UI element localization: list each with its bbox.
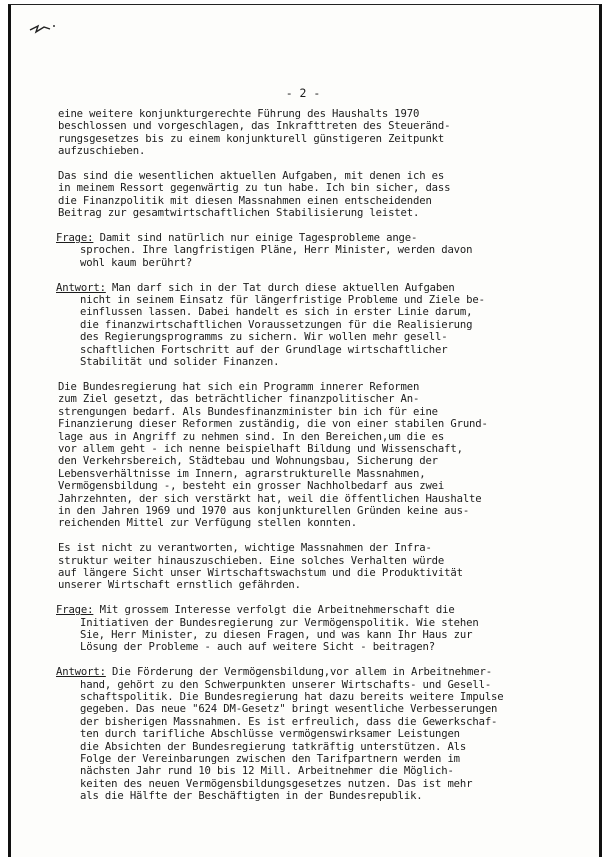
text-line: strengungen bedarf. Als Bundesfinanzminister bin ich für eine — [58, 405, 438, 418]
text-line: struktur weiter hinauszuschieben. Eine solches Verhalten würde — [58, 554, 445, 567]
page-number: - 2 - — [285, 86, 321, 100]
text-line: die finanzwirtschaftlichen Voraussetzungen für die Realisierung — [80, 318, 473, 331]
text-line: ten durch tarifliche Abschlüsse vermögenswirksamer Leistungen — [80, 728, 460, 741]
text-line: vor allem geht - ich nenne beispielhaft Bildung und Wissenschaft, — [58, 442, 463, 455]
paragraph-gap — [58, 592, 558, 604]
text-line: die Finanzpolitik mit diesen Massnahmen einen entscheidenden — [58, 194, 432, 207]
speaker-label: Antwort: — [56, 281, 106, 294]
paragraph-gap — [58, 269, 558, 281]
paragraph-gap — [58, 158, 558, 170]
speaker-label: Frage: — [56, 232, 94, 245]
text-line: Stabilität und solider Finanzen. — [80, 356, 280, 369]
text-line: zum Ziel gesetzt, das beträchtlicher finanzpolitischer An- — [58, 393, 420, 406]
text-line: auf längere Sicht unser Wirtschaftswachstum und die Produktivität — [58, 566, 463, 579]
paragraph — [58, 381, 558, 530]
text-line: einflussen lassen. Dabei handelt es sich in erster Linie darum, — [80, 306, 473, 319]
text-line: lage aus in Angriff zu nehmen sind. In den Bereichen,um die es — [58, 430, 445, 443]
text-line: schaftspolitik. Die Bundesregierung hat dazu bereits weitere Impulse — [80, 690, 504, 703]
answer-paragraph — [58, 282, 558, 369]
text-line: sprochen. Ihre langfristigen Pläne, Herr Minister, werden davon — [80, 244, 473, 257]
text-line: des Regierungsprogramms zu sichern. Wir wollen mehr gesell- — [80, 331, 448, 344]
text-line: nicht in seinem Einsatz für längerfristige Probleme und Ziele be- — [80, 294, 485, 307]
paragraph — [58, 170, 558, 220]
text-line: Beitrag zur gesamtwirtschaftlichen Stabilisierung leistet. — [58, 207, 420, 220]
text-line: als die Hälfte der Beschäftigten in der Bundesrepublik. — [80, 790, 423, 803]
text-line: eine weitere konjunkturgerechte Führung des Haushalts 1970 — [58, 108, 420, 120]
paragraph-gap — [58, 220, 558, 232]
text-line: hand, gehört zu den Schwerpunkten unserer Wirtschafts- und Gesell- — [80, 678, 492, 691]
text-line: Die Bundesregierung hat sich ein Programm innerer Reformen — [58, 380, 420, 393]
text-line: aufzuschieben. — [58, 145, 146, 158]
text-line: Es ist nicht zu verantworten, wichtige Massnahmen der Infra- — [58, 542, 432, 555]
text-line: Jahrzehnten, der sich verstärkt hat, weil die öffentlichen Haushalte — [58, 492, 482, 505]
text-line: unserer Wirtschaft ernstlich gefährden. — [58, 579, 301, 592]
question-paragraph — [58, 232, 558, 269]
first-line-text: Man darf sich in der Tat durch diese aktuellen Aufgaben — [105, 281, 455, 294]
text-line: Sie, Herr Minister, zu diesen Fragen, und was kann Ihr Haus zur — [80, 628, 473, 641]
text-line: die Absichten der Bundesregierung tatkräftig unterstützen. Als — [80, 740, 467, 753]
text-line: der bisherigen Massnahmen. Es ist erfreulich, dass die Gewerkschaf- — [80, 715, 498, 728]
text-line: reichenden Mittel zur Verfügung stellen konnten. — [58, 517, 357, 530]
paragraph-gap — [58, 368, 558, 380]
paragraph-gap — [58, 803, 558, 815]
text-line: Finanzierung dieser Reformen zuständig, die von einer stabilen Grund- — [58, 418, 488, 431]
first-line-text: Mit grossem Interesse verfolgt die Arbeitnehmerschaft die — [93, 604, 455, 617]
paragraph — [58, 542, 558, 592]
paragraph-gap — [58, 530, 558, 542]
text-line: wohl kaum berührt? — [80, 256, 193, 269]
text-line: den Verkehrsbereich, Städtebau und Wohnungsbau, Sicherung der — [58, 455, 438, 468]
first-line-text: Die Förderung der Vermögensbildung,vor allem in Arbeitnehmer- — [105, 666, 492, 679]
text-line: schaftlichen Fortschritt auf der Grundlage wirtschaftlicher — [80, 343, 448, 356]
text-line: Vermögensbildung -, besteht ein grosser Nachholbedarf aus zwei — [58, 480, 445, 493]
text-line: Folge der Vereinbarungen zwischen den Tarifpartnern werden im — [80, 753, 460, 766]
text-line: in den Jahren 1969 und 1970 aus konjunkturellen Gründen keine aus- — [58, 504, 470, 517]
text-line: Lösung der Probleme - auch auf weitere Sicht - beitragen? — [80, 641, 435, 654]
document-body — [58, 108, 558, 815]
text-line: rungsgesetzes bis zu einem konjunkturell günstigeren Zeitpunkt — [58, 132, 445, 145]
text-line: keiten des neuen Vermögensbildungsgesetzes nutzen. Das ist mehr — [80, 777, 473, 790]
speaker-label: Frage: — [56, 604, 94, 617]
text-line: Das sind die wesentlichen aktuellen Aufgaben, mit denen ich es — [58, 170, 445, 183]
question-paragraph — [58, 604, 558, 654]
text-line: Initiativen der Bundesregierung zur Vermögenspolitik. Wie stehen — [80, 616, 479, 629]
first-line-text: Damit sind natürlich nur einige Tagesprobleme ange- — [93, 232, 418, 245]
speaker-label: Antwort: — [56, 666, 106, 679]
text-line: beschlossen und vorgeschlagen, das Inkrafttreten des Steueränd- — [58, 120, 451, 133]
paragraph-gap — [58, 654, 558, 666]
answer-paragraph — [58, 666, 558, 802]
text-line: nächsten Jahr rund 10 bis 12 Mill. Arbeitnehmer die Möglich- — [80, 765, 454, 778]
text-line: gegeben. Das neue "624 DM-Gesetz" bringt wesentliche Verbesserungen — [80, 703, 498, 716]
paragraph — [58, 108, 558, 158]
text-line: Lebensverhältnisse im Innern, agrarstrukturelle Massnahmen, — [58, 467, 426, 480]
handwritten-mark — [28, 20, 58, 36]
text-line: in meinem Ressort gegenwärtig zu tun habe. Ich bin sicher, dass — [58, 182, 451, 195]
